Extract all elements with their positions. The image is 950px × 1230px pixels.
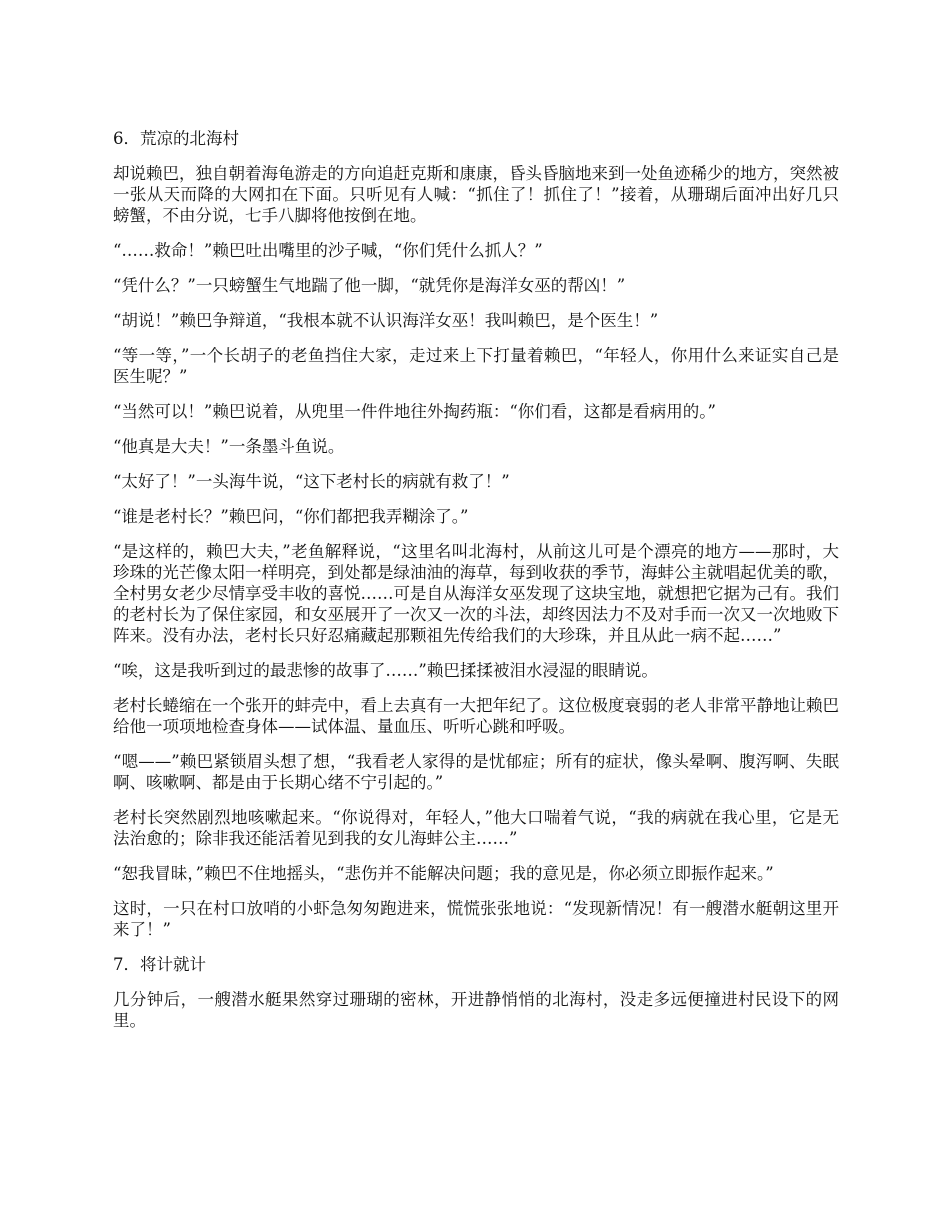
paragraph: “……救命！”赖巴吐出嘴里的沙子喊，“你们凭什么抓人？” (113, 241, 543, 260)
paragraph: “是这样的，赖巴大夫，”老鱼解释说，“这里名叫北海村，从前这儿可是个漂亮的地方——那时，大珍珠的光芒像太阳一样明亮，到处都是绿油油的海草，每到收获的季节，海蚌公主就唱起优美的歌，全村男女老少尽情享受丰收的喜悦……可是自从海洋女巫发现了这块宝地，就想把它据为己有。我们的老村长为了保住家园，和女巫展开了一次又一次的斗法，却终因法力不及对手而一次又一次地败下阵来。没有办法，老村长只好忍痛藏起那颗祖先传给我们的大珍珠，并且从此一病不起……” (113, 542, 839, 645)
paragraph: “等一等，”一个长胡子的老鱼挡住大家，走过来上下打量着赖巴，“年轻人，你用什么来证实自己是医生呢？” (113, 346, 839, 386)
paragraph: “凭什么？”一只螃蟹生气地踹了他一脚，“就凭你是海洋女巫的帮凶！” (113, 276, 626, 295)
paragraph: 老村长蜷缩在一个张开的蚌壳中，看上去真有一大把年纪了。这位极度衰弱的老人非常平静地让赖巴给他一项项地检查身体——试体温、量血压、听听心跳和呼吸。 (113, 696, 839, 736)
section-heading-6: 6．荒凉的北海村 (113, 129, 239, 148)
paragraph: “太好了！”一头海牛说，“这下老村长的病就有救了！” (113, 472, 510, 491)
paragraph: 这时，一只在村口放哨的小虾急匆匆跑进来，慌慌张张地说：“发现新情况！有一艘潜水艇朝这里开来了！” (113, 899, 839, 939)
paragraph: “胡说！”赖巴争辩道，“我根本就不认识海洋女巫！我叫赖巴，是个医生！” (113, 311, 659, 330)
paragraph: “谁是老村长？”赖巴问，“你们都把我弄糊涂了。” (113, 507, 469, 526)
paragraph: “嗯——”赖巴紧锁眉头想了想，“我看老人家得的是忧郁症；所有的症状，像头晕啊、腹泻啊、失眠啊、咳嗽啊、都是由于长期心绪不宁引起的。” (113, 752, 839, 792)
paragraph: “恕我冒昧，”赖巴不住地摇头，“悲伤并不能解决问题；我的意见是，你必须立即振作起来。” (113, 864, 774, 883)
paragraph: 老村长突然剧烈地咳嗽起来。“你说得对，年轻人，”他大口喘着气说，“我的病就在我心里，它是无法治愈的；除非我还能活着见到我的女儿海蚌公主……” (113, 808, 839, 848)
paragraph: 几分钟后，一艘潜水艇果然穿过珊瑚的密林，开进静悄悄的北海村，没走多远便撞进村民设下的网里。 (113, 990, 839, 1030)
paragraph: “他真是大夫！”一条墨斗鱼说。 (113, 437, 345, 456)
paragraph: “唉，这是我听到过的最悲惨的故事了……”赖巴揉揉被泪水浸湿的眼睛说。 (113, 661, 658, 680)
document-body (113, 128, 839, 1045)
paragraph: 却说赖巴，独自朝着海龟游走的方向追赶克斯和康康，昏头昏脑地来到一处鱼迹稀少的地方，突然被一张从天而降的大网扣在下面。只听见有人喊：“抓住了！抓住了！”接着，从珊瑚后面冲出好几只螃蟹，不由分说，七手八脚将他按倒在地。 (113, 164, 839, 225)
section-heading-7: 7．将计就计 (113, 955, 206, 974)
paragraph: “当然可以！”赖巴说着，从兜里一件件地往外掏药瓶：“你们看，这都是看病用的。” (113, 402, 716, 421)
